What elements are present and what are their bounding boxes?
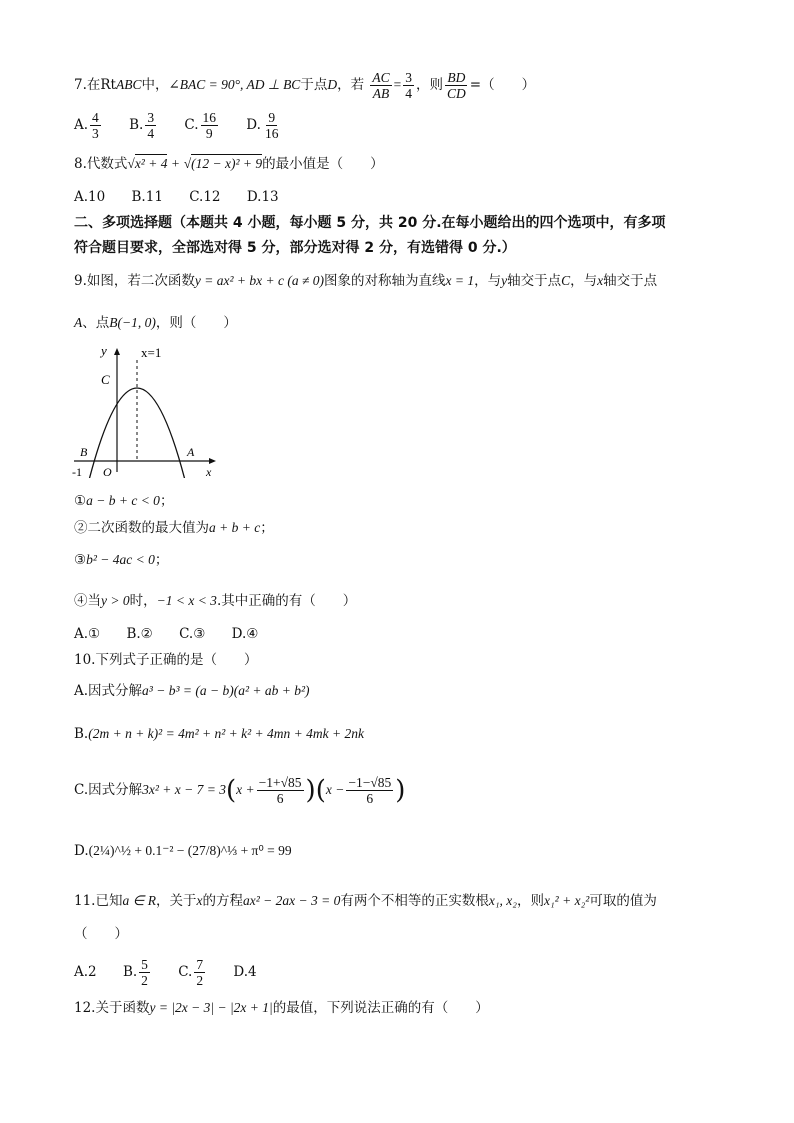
q10-option-b: B.(2m + n + k)² = 4m² + n² + k² + 4mn + 4mk + 2nk [74,726,364,742]
q9-options [74,624,280,644]
q12-stem: 12.关于函数y = |2x − 3| − |2x + 1|的最值，下列说法正确的有（ ） [74,1000,489,1016]
q9-parabola-graph [66,338,226,478]
q7-text: ，若 [337,77,365,93]
q10-option-c: C.因式分解3x² + x − 7 = 3(x + $\frac{-1+√85}{6}$ )(x − $\frac{-1-√85}{6}$ ) [74,775,406,806]
section2-heading-line2: 符合题目要求，全部选对得 5 分，部分选对得 2 分，有选错得 0 分.） [74,240,516,256]
q9-statement-3: ③b² − 4ac < 0； [74,552,169,568]
q7-option-c: C. $\frac{16}{9}$ [184,110,216,141]
q9-option-d: D.④ [231,626,259,642]
q8-option-c: C.12 [189,189,221,205]
q9-option-b: B.② [126,626,153,642]
q7-option-b: B. $\frac{3}{4}$ [129,110,155,141]
q9-function: y = ax² + bx + c (a ≠ 0) [194,273,325,288]
graph-a-label: A [187,445,195,459]
q7-text: 于点 [300,77,328,93]
q9-statement-1: ①a − b + c < 0； [74,493,174,509]
q7-options [74,110,304,141]
q11-stem-line2: （ ） [74,926,128,942]
q8-sqrt-1: x² + 4 [134,156,168,171]
q10-option-d: D.(2¼)^½ + 0.1⁻² − (27/8)^⅓ + π⁰ = 99 [74,843,292,859]
x-axis-arrow [209,458,216,464]
graph-y-label: y [101,343,107,358]
q8-option-a: A.10 [74,189,106,205]
q8-suffix: 的最小值是（ ） [262,156,384,172]
q9-stem-line1: 9.如图，若二次函数y = ax² + bx + c (a ≠ 0)图象的对称轴为直线x = 1，与y轴交于点C，与x轴交于点 [74,273,658,289]
q9-point-b: B(−1, 0) [109,315,156,330]
graph-b-label: B [80,445,88,459]
section2-heading-line1: 二、多项选择题（本题共 4 小题，每小题 5 分，共 20 分.在每小题给出的四个选项中，有多项 [74,215,666,231]
q7-option-a: A. $\frac{4}{3}$ [74,110,99,141]
q9-axis: x = 1 [445,273,475,288]
q11-option-d: D.4 [233,964,257,980]
q7-text: 中，∠ [141,77,180,93]
graph-origin-label: O [103,465,112,478]
q7-end: =（ ） [469,77,536,93]
q7-equals: = [393,77,402,92]
q7-option-d: D. $\frac{9}{16}$ [246,110,279,141]
y-axis-arrow [114,348,120,355]
q11-option-a: A.2 [74,964,97,980]
q11-stem-line1: 11.已知a ∈ R，关于x的方程ax² − 2ax − 3 = 0有两个不相等的正实数根x₁, x₂，则x₁² + x₂²可取的值为 [74,893,657,909]
q9-option-c: C.③ [179,626,206,642]
q9-option-a: A.① [74,626,101,642]
q9-stem-line2: A、点B(−1, 0)，则（ ） [74,315,237,331]
q8-plus: + [171,156,180,171]
q7-frac-bd-cd: $\frac{BD}{CD}$ [447,70,466,101]
q8-option-b: B.11 [131,189,163,205]
q11-option-c: C. $\frac{7}{2}$ [178,957,204,988]
q10-stem: 10.下列式子正确的是（ ） [74,652,258,668]
q8-stem: 8.代数式√x² + 4 + √(12 − x)² + 9的最小值是（ ） [74,156,384,172]
graph-c-label: C [101,372,110,387]
q7-stem [74,70,535,101]
q7-frac-3-4: $\frac{3}{4}$ [405,70,413,101]
q10-option-a: A.因式分解a³ − b³ = (a − b)(a² + ab + b²) [74,683,310,699]
q7-triangle: ABC [115,77,142,92]
graph-axis-label: x=1 [141,345,162,360]
graph-x-label: x [206,465,212,478]
q11-options [74,957,279,988]
q7-condition: BAC = 90°, AD ⊥ BC [179,77,301,92]
q7-prefix: 7.在Rt [74,77,116,93]
q8-prefix: 8.代数式 [74,156,128,172]
q7-point-d: D [327,77,338,92]
graph-neg1-label: -1 [72,465,82,478]
q9-statement-4: ④当y > 0时，−1 < x < 3.其中正确的有（ ） [74,593,357,609]
q7-frac-ac-ab: $\frac{AC}{AB}$ [372,70,390,101]
q8-option-d: D.13 [246,189,279,205]
q11-option-b: B. $\frac{5}{2}$ [122,957,148,988]
q9-statement-2: ②二次函数的最大值为a + b + c； [74,520,274,536]
q7-text: ，则 [416,77,444,93]
q8-options [74,187,301,207]
q8-sqrt-2: (12 − x)² + 9 [191,156,263,171]
